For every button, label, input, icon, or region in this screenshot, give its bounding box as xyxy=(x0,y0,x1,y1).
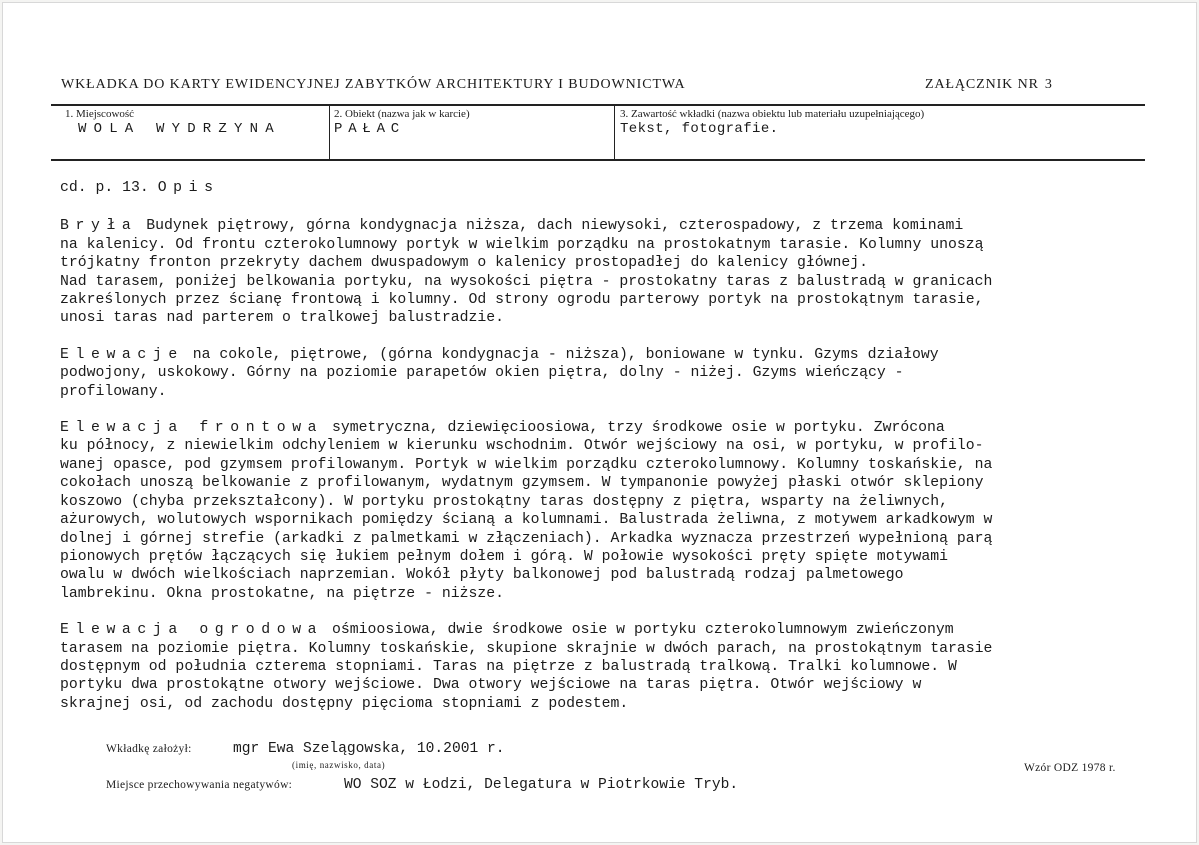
created-by-label: Wkładkę założył: xyxy=(106,743,192,755)
locality-label: 1. Miejscowość xyxy=(65,108,135,120)
negatives-location-value: WO SOZ w Łodzi, Delegatura w Piotrkowie Tryb. xyxy=(344,777,739,793)
section-elewacje xyxy=(60,346,1145,401)
section-line: ażurowych, wolutowych wspornikach pomiędzy ścianą a kolumnami. Balustrada żeliwna, z motywem arkadkowym w xyxy=(60,512,993,529)
section-line xyxy=(60,419,1145,437)
section-line: owalu w dwóch wielkościach naprzemian. Wokół płyty balkonowej pod balustradą rodzaj palmetowego xyxy=(60,567,904,584)
section-line: tarasem na poziomie piętra. Kolumny toskańskie, skupione skrajnie w dwóch parach, na prostokątnym tarasie xyxy=(60,640,993,657)
section-line: portyku dwa prostokątne otwory wejściowe. Dwa otwory wejściowe na taras piętra. Otwór wejściowy w xyxy=(60,677,922,694)
created-by-value: mgr Ewa Szelągowska, 10.2001 r. xyxy=(233,741,505,757)
section-line: pionowych prętów łączących się łukiem pełnym dołem i górą. W połowie wysokości pręty spięte motywami xyxy=(60,548,948,565)
section-elewacja-ogrodowa xyxy=(60,621,1145,713)
section-line: trójkatny fronton przekryty dachem dwuspadowym o kalenicy prostopadłej do kalenicy głównej. xyxy=(60,255,869,272)
section-line: dolnej i górnej strefie (arkadki z palmetkami w złączeniach). Arkadka wyznacza przestrzeń wypełnioną parą xyxy=(60,530,993,547)
table-top-rule xyxy=(51,104,1145,106)
section-text: Budynek piętrowy, górna kondygnacja niższa, dach niewysoki, czterospadowy, z trzema kominami xyxy=(137,218,964,235)
section-line: Nad tarasem, poniżej belkowania portyku, na wysokości piętra - prostokatny taras z balustradą w granicach xyxy=(60,273,993,290)
attachment-number-block xyxy=(925,77,1053,93)
table-divider-2 xyxy=(614,105,615,159)
section-line xyxy=(60,346,1145,364)
description-body xyxy=(60,179,1145,731)
section-line xyxy=(60,621,1145,639)
contents-label: 3. Zawartość wkładki (nazwa obiektu lub materiału uzupełniającego) xyxy=(620,108,925,120)
section-line: ku północy, z niewielkim odchyleniem w kierunku wschodnim. Otwór wejściowy na osi, w portyku, w profilo- xyxy=(60,438,984,455)
section-heading: Elewacja frontowa xyxy=(60,420,324,437)
section-line: koszowo (chyba przekształcony). W portyku prostokątny taras dostępny z piętra, wsparty na żeliwnych, xyxy=(60,493,948,510)
section-text: ośmioosiowa, dwie środkowe osie w portyku czterokolumnowym zwieńczonym xyxy=(323,622,954,639)
section-line: skrajnej osi, od zachodu dostępny pięcioma stopniami z podestem. xyxy=(60,695,629,712)
section-heading: Elewacje xyxy=(60,346,184,363)
section-line: cokołach unoszą belkowanie z profilowanym, wydatnym gzymsem. W tympanonie powyżej płaski otwór sklepiony xyxy=(60,475,984,492)
negatives-location-label: Miejsce przechowywania negatywów: xyxy=(106,779,293,791)
table-bottom-rule xyxy=(51,159,1145,161)
section-line: dostępnym od południa czterema stopniami. Taras na piętrze z balustradą tralkową. Tralki kolumnowe. W xyxy=(60,658,957,675)
section-heading: Elewacja ogrodowa xyxy=(60,622,324,639)
section-text: symetryczna, dziewięcioosiowa, trzy środkowe osie w portyku. Zwrócona xyxy=(323,420,945,437)
section-line: podwojony, uskokowy. Górny na poziomie parapetów okien piętra, dolny - niżej. Gzyms wieńczący - xyxy=(60,365,904,382)
attachment-number: 3 xyxy=(1044,77,1053,92)
object-label: 2. Obiekt (nazwa jak w karcie) xyxy=(334,108,470,120)
created-by-hint: (imię, nazwisko, data) xyxy=(292,760,386,770)
section-line: wanej opasce, pod gzymsem profilowanym. Portyk w wielkim porządku czterokolumnowy. Kolumny toskańskie, na xyxy=(60,456,993,473)
table-divider-1 xyxy=(329,105,330,159)
section-line: na kalenicy. Od frontu czterokolumnowy portyk w wielkim porządku na prostokatnym tarasie. Kolumny unoszą xyxy=(60,236,984,253)
section-line: profilowany. xyxy=(60,383,167,400)
section-bryla xyxy=(60,217,1145,327)
object-value: PAŁAC xyxy=(334,121,406,137)
continuation-line xyxy=(60,179,1145,197)
document-title: WKŁADKA DO KARTY EWIDENCYJNEJ ZABYTKÓW ARCHITEKTURY I BUDOWNICTWA xyxy=(61,77,686,92)
section-elewacja-frontowa xyxy=(60,419,1145,603)
section-text: na cokole, piętrowe, (górna kondygnacja - niższa), boniowane w tynku. Gzyms działowy xyxy=(183,346,939,363)
document-sheet xyxy=(2,2,1197,843)
section-line: unosi taras nad parterem o tralkowej balustradzie. xyxy=(60,310,504,327)
locality-value: WOLA WYDRZYNA xyxy=(78,121,281,137)
section-line: zakreślonych przez ścianę frontową i kolumny. Od strony ogrodu parterowy portyk na prostokątnym tarasie, xyxy=(60,292,984,309)
section-line: lambrekinu. Okna prostokatne, na piętrze - niższe. xyxy=(60,585,504,602)
continuation-title: Opis xyxy=(157,180,220,196)
section-line xyxy=(60,217,1145,235)
section-heading: Bryła xyxy=(60,218,138,235)
contents-value: Tekst, fotografie. xyxy=(620,121,779,137)
form-model-note: Wzór ODZ 1978 r. xyxy=(1024,762,1116,774)
attachment-label: ZAŁĄCZNIK NR xyxy=(925,77,1039,92)
continuation-prefix: cd. p. 13. xyxy=(60,180,158,196)
